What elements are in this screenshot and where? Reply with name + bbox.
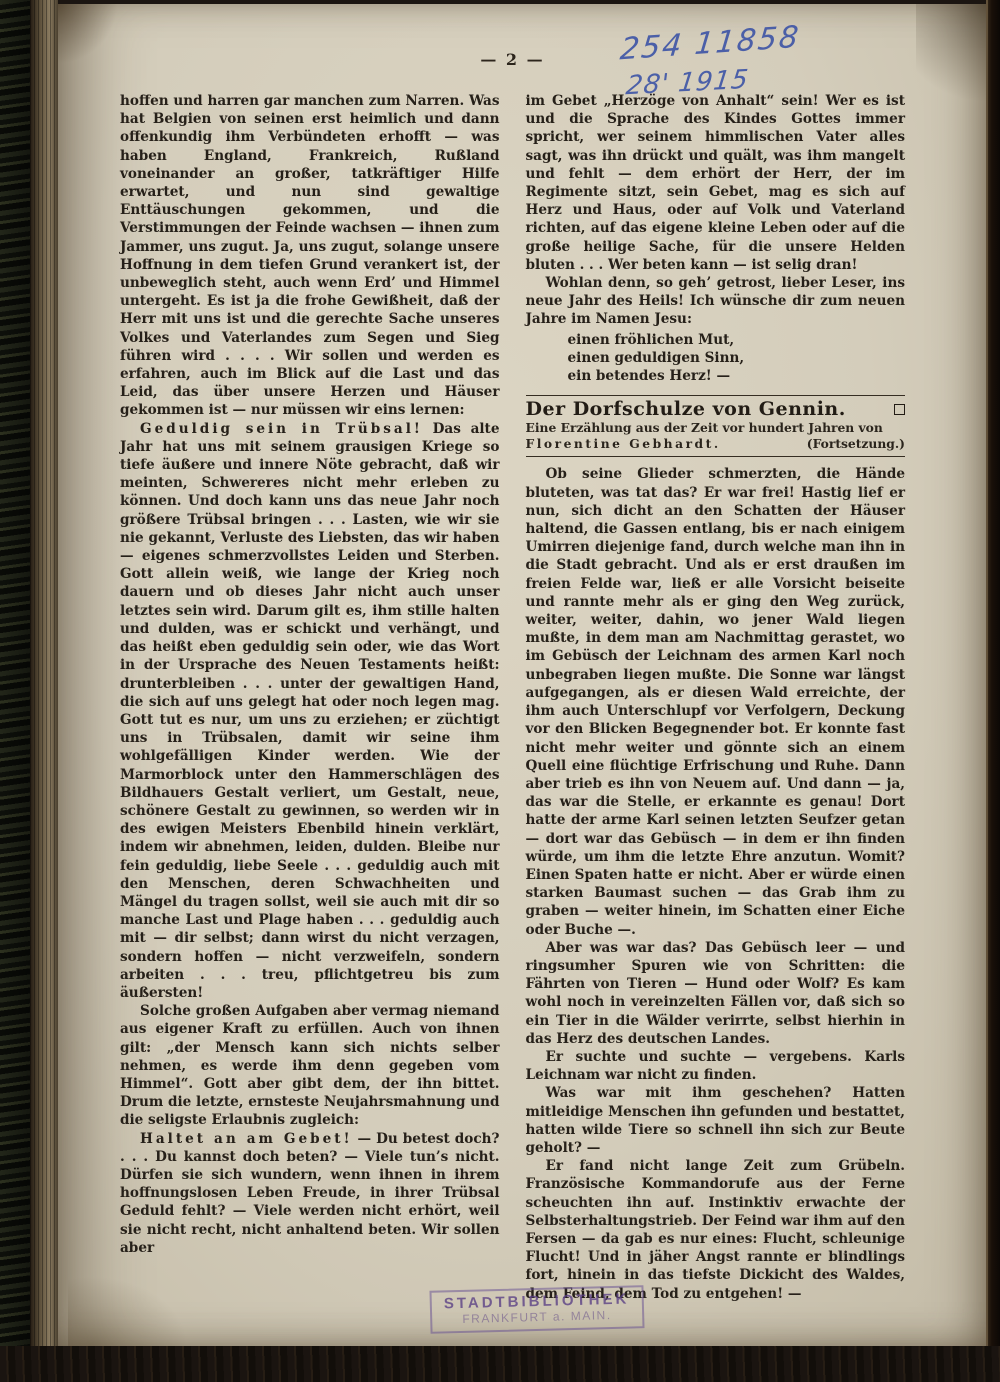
emphasized-phrase: Geduldig sein in Trübsal! xyxy=(140,420,423,437)
left-column xyxy=(120,92,500,1303)
paper-page xyxy=(58,4,986,1346)
story-subtitle xyxy=(526,420,906,452)
story-title-row xyxy=(525,398,906,421)
library-stamp xyxy=(429,1285,644,1334)
emphasized-phrase: Haltet an am Gebet! xyxy=(140,1130,353,1147)
continuation-note: (Fortsetzung.) xyxy=(806,436,905,452)
subtitle-line: Eine Erzählung aus der Zeit vor hundert Jahren von xyxy=(525,420,883,436)
right-column xyxy=(526,92,906,1303)
stamp-line-1: STADTBIBLIOTHEK xyxy=(443,1290,630,1313)
corner-stain-top-right xyxy=(916,4,986,114)
paragraph xyxy=(120,420,500,1003)
table-background xyxy=(0,1346,1000,1382)
page-right-edge xyxy=(986,0,1000,1382)
corner-stain-top-left xyxy=(58,4,118,64)
story-paragraph: Aber was war das? Das Gebüsch leer — und ringsumher Spuren wie von Schritten: die Fährten von Tieren — Hund oder Wolf? Es kam wohl noch in vereinzelten Fällen vor, daß sich so ein Tier in die Wälder verirrte, selbst hierhin in das Herz des deutschen Landes. xyxy=(525,939,905,1047)
stamp-line-2: FRANKFURT a. MAIN. xyxy=(462,1308,612,1326)
divider-rule-top xyxy=(526,395,906,396)
book-cover-edge xyxy=(0,0,30,1382)
story-paragraph: Ob seine Glieder schmerzten, die Hände bluteten, was tat das? Er war frei! Hastig lief er nun, sich dicht an den Schatten der Häuser haltend, die Gassen entlang, bis er nach einigem Umirren diejenige fand, durch welche man ihn in die Stadt gebracht. Und als er erst draußen im freien Felde war, ließ er alle Vorsicht beiseite und rannte mehr als er ging den Weg zurück, weiter, weiter, dahin, wo jener Wald liegen mußte, in dem man am Nachmittag gerastet, wo im Gebüsch der Leichnam des armen Karl noch unbegraben liegen mußte. Die Sonne war längst aufgegangen, als er diesen Wald erreichte, der ihm auch Unterschlupf vor Verfolgern, Deckung vor den Blicken Begegnender bot. Er konnte fast nicht mehr weiter und gönnte sich an einem Quell eine flüchtige Erfrischung und Ruhe. Dann aber trieb es ihn von Neuem auf. Und dann — ja, das war die Stelle, er erkannte es genau! Dort hatte der arme Karl seinen letzten Seufzer getan — dort war das Gebüsch — in dem er ihn finden würde, um ihm die letzte Ehre anzutun. Womit? Einen Spaten hatte er nicht. Aber er würde einen starken Baumast suchen — das Grab ihm zu graben — weiter hinein, im Schatten einer Eiche oder Buche —. xyxy=(525,466,905,938)
paragraph: Solche großen Aufgaben aber vermag niemand aus eigener Kraft zu erfüllen. Auch von ihnen gilt: „der Mensch kann sich nichts selber nehmen, es werde ihm denn gegeben vom Himmel“. Gott aber gibt dem, der ihn bittet. Drum die letzte, ernsteste Neujahrsmahnung und die seligste Erlaubnis zugleich: xyxy=(120,1003,500,1129)
paragraph: hoffen und harren gar manchen zum Narren. Was hat Belgien von seinen erst heimlich und dann offenkundig ihm Verbündeten erhofft — was haben England, Frankreich, Rußland voneinander an großer, tatkräftiger Hilfe erwartet, und nun sind gewaltige Enttäuschungen gekommen, und die Verstimmungen der Feinde wachsen — ihnen zum Jammer, uns zugut. Ja, uns zugut, solange unsere Hoffnung in dem tiefen Grund verankert ist, der unbeweglich steht, auch wenn Erd’ und Himmel untergeht. Es ist ja die frohe Gewißheit, daß der Herr mit uns ist und die gerechte Sache unseres Volkes und Vaterlandes zum Segen und Sieg führen wird . . . . Wir sollen und werden es erfahren, auch im Blick auf die Last und das Leid, das über unsere Herzen und Häuser gekommen ist — nur müssen wir eins lernen: xyxy=(120,93,500,419)
paragraph xyxy=(120,1130,500,1257)
page-number: — 2 — xyxy=(480,50,545,69)
handwritten-date: 28' 1915 xyxy=(624,64,751,102)
story-author: Florentine Gebhardt. xyxy=(525,436,721,452)
paragraph: Wohlan denn, so geh’ getrost, lieber Leser, ins neue Jahr des Heils! Ich wünsche dir zum neuen Jahre im Namen Jesu: xyxy=(525,275,905,328)
story-paragraph: Er suchte und suchte — vergebens. Karls Leichnam war nicht zu finden. xyxy=(525,1048,905,1084)
story-header xyxy=(526,395,906,457)
paragraph-text: Das alte Jahr hat uns mit seinem grausigen Kriege so tiefe äußere und innere Nöte gebracht, daß wir meinten, Schwereres nicht mehr erleben zu können. Und doch kann uns das neue Jahr noch größere Trübsal bringen . . . Lasten, wie wir sie nie gekannt, Verluste des Liebsten, das wir haben — eigenes schmerzvollstes Leiden und Sterben. Gott allein weiß, wie lange der Krieg noch dauern und ob dieses Jahr nicht auch unser letztes sein wird. Darum gilt es, ihm stille halten und dulden, was er schickt und verhängt, und das heißt eben geduldig sein oder, wie das Wort in der Ursprache des Neuen Testaments heißt: drunterbleiben . . . unter der gewaltigen Hand, die sich auf uns gelegt hat oder noch legen mag. Gott tut es nur, um uns zu erziehen; er züchtigt uns in Trübsalen, damit wir seine ihm wohlgefälligen Kinder werden. Wie der Marmorblock unter den Hammerschlägen des Bildhauers Gestalt verliert, um Gestalt, neue, schönere Gestalt zu gewinnen, so werden wir in des ewigen Meisters Ebenbild hinein verklärt, indem wir abnehmen, leiden, dulden. Bleibe nur fein geduldig, liebe Seele . . . geduldig auch mit den Menschen, deren Schwachheiten und Mängel du tragen sollst, weil sie auch mit dir so manche Last und Plage haben . . . geduldig auch mit — dir selbst; dann wirst du nicht verzagen, sondern hoffen — nicht verzweifeln, sondern arbeiten . . . treu, pflichtgetreu bis zum äußersten! xyxy=(120,420,500,1001)
square-ornament-icon xyxy=(894,404,905,415)
subtitle-author-row xyxy=(526,436,906,452)
paragraph: im Gebet „Herzöge von Anhalt“ sein! Wer es ist und die Sprache des Kindes Gottes immer spricht, wer seinem himmlischen Vater alles sagt, was ihn drückt und quält, was ihm mangelt und fehlt — dem erhört der Herr, der im Regimente sitzt, sein Gebet, mag es sich auf Herz und Haus, oder auf Volk und Vaterland richten, auf das eigene kleine Leben oder auf die große heilige Sache, für die unsere Helden bluten . . . Wer beten kann — ist selig dran! xyxy=(525,93,905,273)
page-stack-gutter xyxy=(30,0,58,1382)
handwritten-catalog-number: 254 11858 xyxy=(618,19,802,68)
poem-line: einen fröhlichen Mut, xyxy=(567,331,735,348)
text-columns xyxy=(120,92,905,1303)
poem-line: einen geduldigen Sinn, xyxy=(567,349,745,366)
paragraph-text: — Du betest doch? . . . Du kannst doch beten? — Viele tun’s nicht. Dürfen sie sich wundern, wenn ihnen in ihrem hoffnungslosen Leben Freude, in ihrer Trübsal Geduld fehlt? — Viele werden nicht erhört, weil sie nicht recht, nicht anhaltend beten. Wir sollen aber xyxy=(120,1130,500,1256)
poem-line: ein betendes Herz! — xyxy=(567,368,731,385)
story-title: Der Dorfschulze von Gennin. xyxy=(525,398,846,421)
story-paragraph: Er fand nicht lange Zeit zum Grübeln. Französische Kommandorufe aus der Ferne scheuchten ihn auf. Instinktiv erwachte der Selbsterhaltungstrieb. Der Feind war ihm auf den Fersen — da gab es nur eines: Flucht, schleunige Flucht! Und in jäher Angst rannte er blindlings fort, hinein in das tiefste Dickicht des Waldes, dem Feind, dem Tod zu entgehen! — xyxy=(525,1158,905,1302)
new-year-blessing-lines xyxy=(526,331,906,386)
story-paragraph: Was war mit ihm geschehen? Hatten mitleidige Menschen ihn gefunden und bestattet, hatten wilde Tiere so schnell ihn sich zur Beute geholt? — xyxy=(525,1085,905,1156)
divider-rule-bottom xyxy=(526,456,906,457)
